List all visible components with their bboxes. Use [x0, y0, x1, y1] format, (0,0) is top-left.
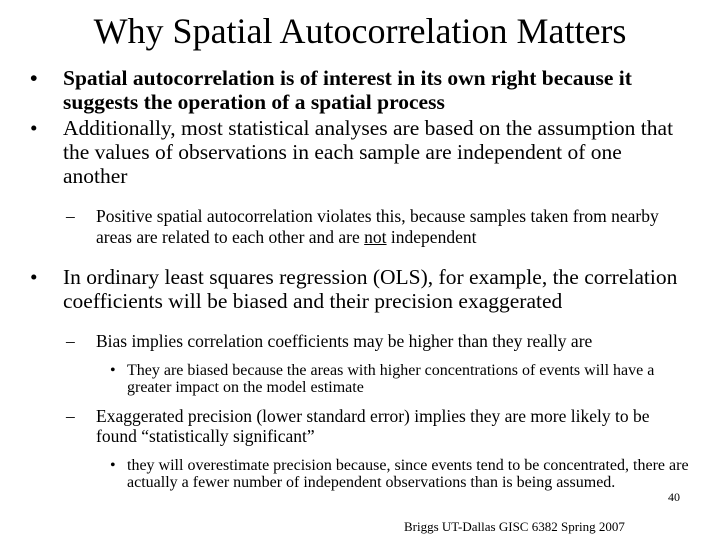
- bullet-item: [0, 66, 686, 114]
- sub-sub-bullet-text: They are biased because the areas with higher concentrations of events will have a greater impact on the model estimate: [127, 361, 655, 396]
- sub-sub-bullet-text: they will overestimate precision because, since events tend to be concentrated, there are actually a fewer number of independent observations than is being assumed.: [127, 456, 689, 491]
- sub-sub-bullet-item: [0, 457, 698, 491]
- sub-bullet-text: [96, 206, 659, 247]
- page-number: 40: [668, 490, 680, 504]
- bullet-marker: •: [30, 265, 38, 289]
- sub-bullet-text: Bias implies correlation coefficients may be higher than they really are: [96, 331, 593, 351]
- dash-marker: –: [66, 405, 75, 426]
- dash-marker: –: [66, 331, 75, 351]
- bullet-marker: •: [30, 66, 38, 90]
- underlined-emphasis: not: [364, 226, 387, 247]
- bullet-marker: •: [110, 361, 116, 379]
- bullet-marker: •: [30, 116, 38, 140]
- sub-bullet-text: Exaggerated precision (lower standard error) implies they are more likely to be found “statistically significant”: [96, 405, 650, 446]
- sub-bullet-item: [0, 331, 690, 352]
- dash-marker: –: [66, 206, 75, 226]
- sub-bullet-item: [0, 206, 690, 247]
- slide-title: Why Spatial Autocorrelation Matters: [93, 11, 627, 51]
- footer-credit: Briggs UT-Dallas GISC 6382 Spring 2007: [404, 519, 625, 534]
- bullet-item: [0, 116, 686, 188]
- bullet-marker: •: [110, 456, 116, 474]
- bullet-text: Additionally, most statistical analyses are based on the assumption that the values of observations in each sample are independent of one another: [63, 116, 674, 188]
- bullet-text: Spatial autocorrelation is of interest in its own right because it suggests the operation of a spatial process: [63, 66, 632, 114]
- bullet-text: In ordinary least squares regression (OLS), for example, the correlation coefficients will be biased and their precision exaggerated: [63, 265, 678, 313]
- sub-bullet-text-part: independent: [386, 226, 477, 247]
- sub-bullet-item: [0, 406, 690, 447]
- slide-content: [0, 66, 720, 491]
- sub-sub-bullet-item: [0, 362, 698, 396]
- bullet-item: [0, 265, 686, 313]
- sub-bullet-text-part: Positive spatial autocorrelation violates this, because samples taken from nearby areas are related to each other and are: [96, 206, 659, 247]
